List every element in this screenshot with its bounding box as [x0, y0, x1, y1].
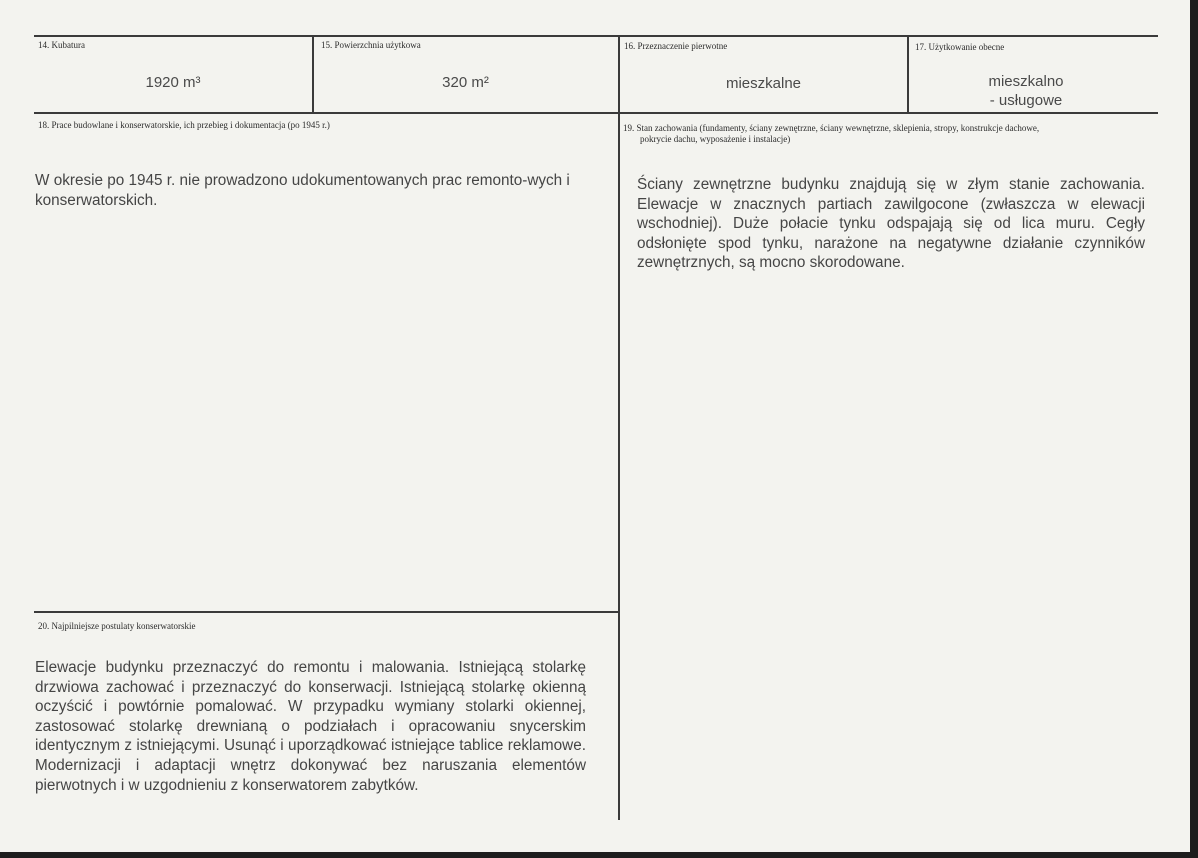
prace-label: 18. Prace budowlane i konserwatorskie, ich przebieg i dokumentacja (po 1945 r.): [38, 120, 330, 130]
powierzchnia-value: 320 m²: [442, 74, 489, 91]
stan-label-line1: 19. Stan zachowania (fundamenty, ściany zewnętrzne, ściany wewnętrzne, sklepienia, stropy, konstrukcje dachowe,: [623, 123, 1040, 133]
prace-text: W okresie po 1945 r. nie prowadzono udokumentowanych prac remonto-wych i konserwatorskich.: [35, 172, 570, 209]
uzytkowanie-value-line2: - usługowe: [989, 92, 1063, 109]
postulaty-label: 20. Najpilniejsze postulaty konserwatorskie: [38, 621, 196, 631]
top-border-line: [34, 35, 1158, 37]
uzytkowanie-value-line1: mieszkalno: [988, 73, 1064, 90]
postulaty-text: Elewacje budynku przeznaczyć do remontu i malowania. Istniejącą stolarkę drzwiowa zachować i przeznaczyć do konserwacji. Istniejącą stolarkę okienną oczyścić i powtórnie pomalować. W przypadku wymiany stolarki okiennej, zastosować stolarkę drewnianą o podziałach i opracowaniu snycerskim identycznym z istniejącymi. Usunąć i uporządkować istniejące tablice reklamowe. Modernizacji i adaptacji wnętrz dokonywać bez naruszania elementów pierwotnych i w uzgodnieniu z konserwatorem zabytków.: [35, 659, 586, 794]
stan-text: Ściany zewnętrzne budynku znajdują się w złym stanie zachowania. Elewacje w znacznych partiach zawilgocone (zwłaszcza w elewacji wschodniej). Duże połacie tynku odspajają się od lica muru. Cegły odsłonięte spod tynku, narażone na negatywne działanie czynników zewnętrznych, są mocno skorodowane.: [637, 176, 1145, 272]
uzytkowanie-label: 17. Użytkowanie obecne: [915, 42, 1005, 52]
divider-main: [618, 35, 620, 820]
kubatura-label: 14. Kubatura: [38, 40, 85, 50]
section20-top-line: [34, 611, 619, 613]
kubatura-value: 1920 m³: [145, 74, 201, 91]
scan-edge-right: [1190, 0, 1198, 858]
row1-bottom-line: [34, 112, 1158, 114]
przeznaczenie-value: mieszkalne: [725, 75, 802, 92]
przeznaczenie-label: 16. Przeznaczenie pierwotne: [624, 41, 728, 51]
powierzchnia-label: 15. Powierzchnia użytkowa: [321, 40, 421, 50]
scan-edge-bottom: [0, 852, 1198, 858]
stan-label-line2: pokrycie dachu, wyposażenie i instalacje): [640, 134, 791, 144]
